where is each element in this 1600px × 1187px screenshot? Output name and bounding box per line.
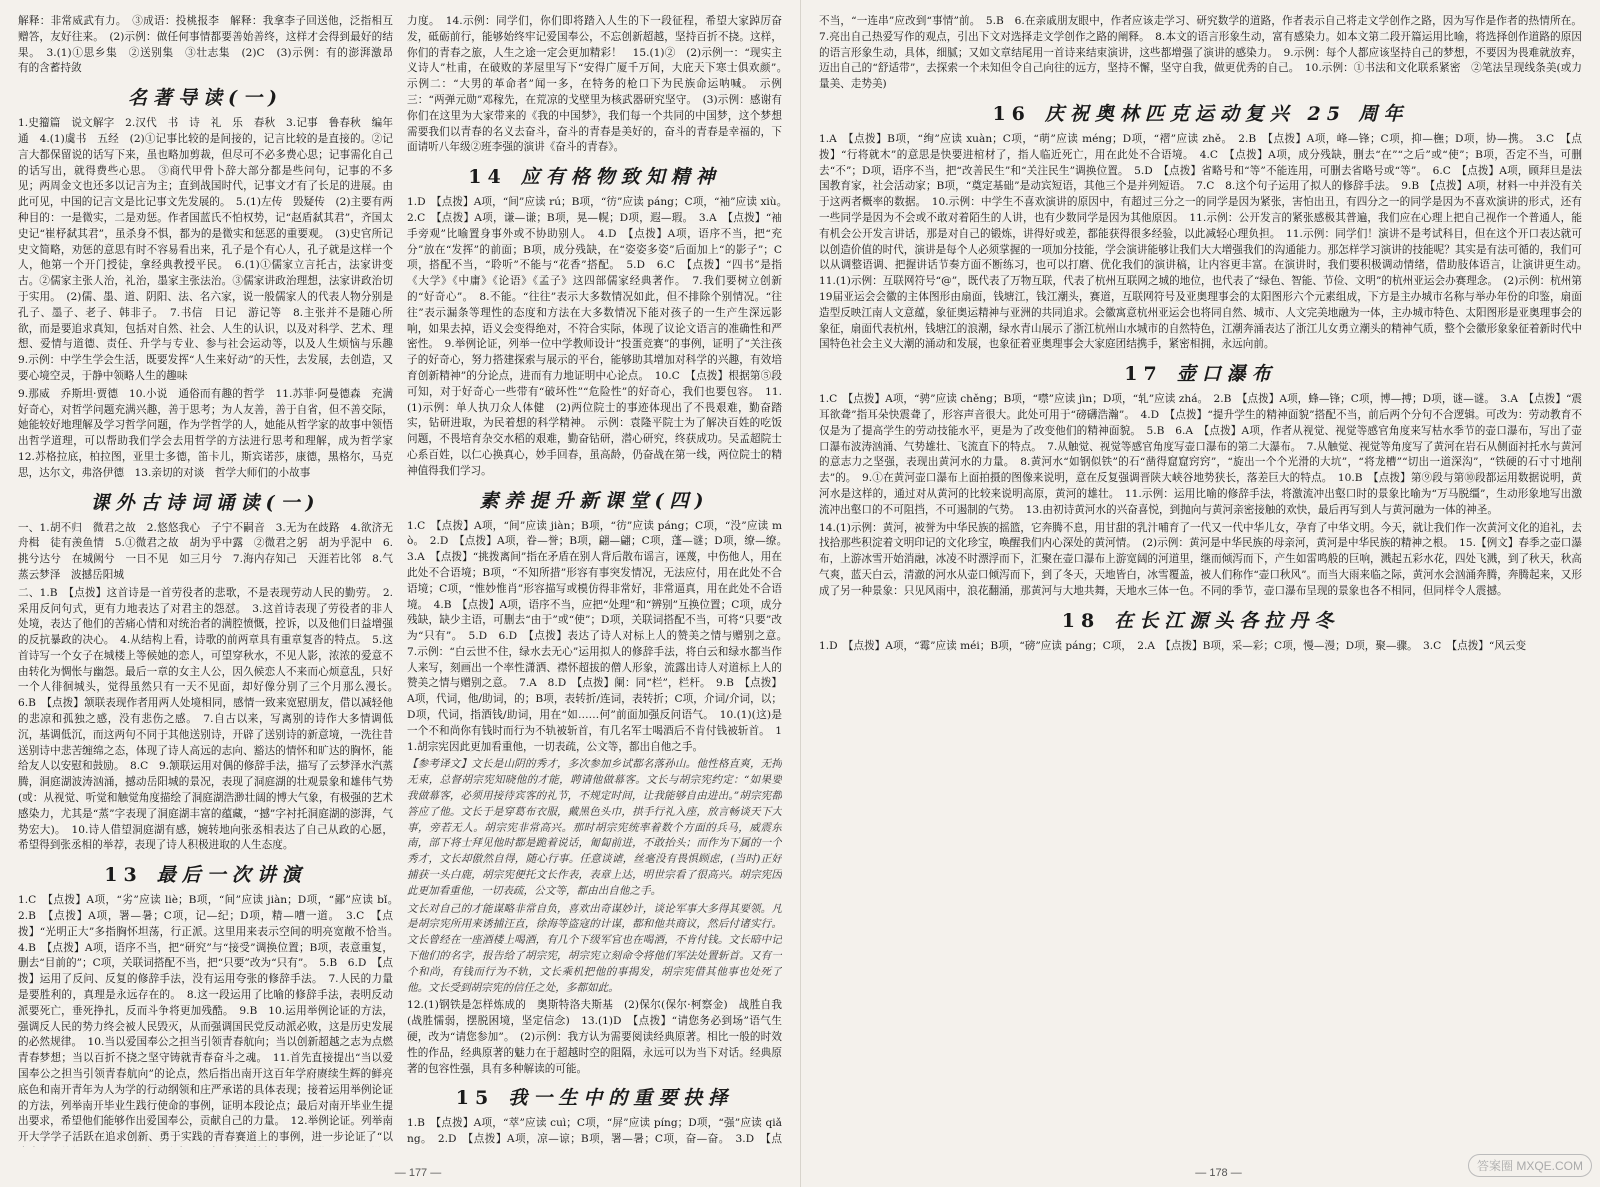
section-heading: [407, 1083, 782, 1110]
section-heading: [819, 606, 1582, 633]
answer-paragraph: 1.B 【点拨】A项，“萃”应读 cuì；C项，“屏”应读 píng；D项，“强”应读 qiǎng。 2.D 【点拨】A项，凉—谅；B项，署—暑；C项，奋—奋。 3.D 【点: [407, 1117, 782, 1146]
section-heading: [819, 359, 1582, 386]
section-title: 最后一次讲演: [156, 864, 307, 887]
answer-paragraph: 1.C 【点拨】A项，“劣”应读 liè；B项，“间”应读 jiàn；D项，“鄙”应读 bǐ。 2.B 【点拨】A项，署—暑；C项，记—纪；D项，精—嘈一道。 3.C 【点拨】“光明正大”多指胸怀坦荡，行正派。这里用来表示空间的明亮宽敞不恰当。 4.B 【点拨】A项，语序不当，把“研究”与“接受”调换位置；B项，表意重复，删去“目前的”；C项，关联词搭配不当，把“只要”改为“只有”。 5.B 6.D 【点拨】运用了反问、反复的修辞手法，没有运用夸张的修辞手法。 7.人民的力量是要胜利的，真理是永远存在的。 8.这一段运用了比喻的修辞手法，表明反动派要死亡，垂死挣扎，反而斗争将更加残酷。 9.B 10.运用举例论证的方法，强调反人民的势力终会被人民毁灭，从而强调国民党反动派必败，这是历史发展的必然规律。 10.当以爱国奉公之担当引领青春航向；当以创新超越之志为点燃青春梦想；当以百折不挠之坚守铸就青春奋斗之魂。 11.首先直接提出“当以爱国奉公之担当引领青春航向”的论点，然后指出南开这百年学府赓续生辉的鲜亮底色和南开青年为人为学的行动纲领和庄严承诺的具体表现；接着运用举例论证的方法，列举南开毕业生践行使命的事例，证明本段论点；最后对南开毕业生提出要求，希望他们能够作出爱国奉公，贡献自己的力量。 12.举例论证。列举南开大学学子活跃在追求创新、勇于实践的青春赛道上的事例，进一步论证了“以: [18, 894, 393, 1144]
answer-paragraph: 1.D 【点拨】A项，“间”应读 rú；B项，“彷”应读 páng；C项，“袖”应读 xiù。 2.C 【点拨】A项，谦—谦；B项，晃—幌；D项，遐—瑕。 3.A 【点拨】“袖手旁观”比喻置身事外或不协助别人。 4.D 【点拨】A项，语序不当，把“充分”放在“发挥”的前面；B项，成分残缺，在“姿姿多姿”后面加上“的影子”；C项，搭配不当，“聆听”不能与“花香”搭配。 5.D 6.C 【点拨】“四书”是指《大学》《中庸》《论语》《孟子》这四部儒家经典著作。 7.我们要树立创新的“好奇心”。 8.不能。“往往”表示大多数情况如此，但不排除个别情况。“往往”表示漏条等理性的态度和方法在大多数情况下能对孩子的一生产生深远影响，如果去掉，语义会变得绝对，不符合实际，体现了议论文语言的准确性和严密性。 9.举例论证，列举一位中学教师设计“投蛋竞赛”的事例，证明了“关注孩子的好奇心，努力搭建探索与展示的平台，能够助其增加对科学的兴趣，有效培育创新精神”的分论点，进而有力地证明中心论点。 10.C 【点拨】根据第⑤段可知，对于好奇心一些带有“破坏性”“危险性”的好奇心，我们也要包容。 11.(1)示例：单人执刀众人体健 (2)两位院士的事迹体现出了不畏艰难，勤奋踏实，钻研进取，为民着想的科学精神。 示例：袁隆平院士为了解决百姓的吃饭问题，不畏培育杂交水稻的艰难，勤奋钻研，潜心研究，终获成功。吴孟超院士心系百姓，以仁心换真心，妙手回春，虽高龄，仍奋战在第一线，两位院士的精神值得我们学习。: [407, 196, 782, 477]
answer-paragraph: 9.那威 乔斯坦·贾德 10.小说 通俗而有趣的哲学 11.苏菲·阿曼德森 充满好奇心，对哲学问题充满兴趣，善于思考；为人友善，善于自省，但不善交际，她能较好地理解及学习哲学问题，作为学哲学的人，她能从哲学家的故事中领悟出哲学道理，可以帮助我们学会去用哲学的方法进行思考和理解，成为哲学家 12.苏格拉底，柏拉图，亚里士多德，笛卡儿，斯宾诺莎，康德，黑格尔，马克思，达尔文，弗洛伊德 13.亲切的对谈 哲学大师们的小故事: [18, 387, 393, 479]
answer-paragraph: 力度。 14.示例：同学们，你们即将踏入人生的下一段征程，希望大家踔厉奋发，砥砺前行，能够始终牢记爱国奉公，不忘创新超越，坚持百折不挠。这样，你们的青春之旅，人生之途一定会更加精彩！ 15.(1)② (2)示例一：“现实主义诗人”杜甫，在破败的茅屋里写下“安得广厦千万间，大庇天下寒士俱欢颜”。 示例二：“大男的革命者”闻一多，在特务的枪口下为民族命运呐喊。 示例三：“两弹元勋”邓稼先，在荒凉的戈壁里为核武器研究坚守。 (3)示例：感谢有你们在这里为大家带来的《我的中国梦》，我们每一个共同的中国梦，这个梦想需要我们以青春的名义去奋斗，奋斗的青春是美好的，奋斗的青春是幸福的，下面请听八年级②班李强的演讲《奋斗的青春》。: [407, 15, 782, 154]
answer-paragraph: 1.史籀篇 说文解字 2.汉代 书 诗 礼 乐 春秋 3.记事 鲁春秋 编年通 4.(1)虞书 五经 (2)①记事比较的是间接的，记言比较的是直接的。②记言大都保留说的话写下来，虽也略加剪裁，但尽可不必多费心思；记事需化自己的话写出，就得费些心思。 ③商代甲骨卜辞大部分都是些问句，记事的不多见；两周金文也还多以记言为主；直到战国时代，记事文才有了长足的进展。由此可见，中国的记言文是比记事文先发展的。 5.(1)左传 毁疑传 (2)主要有两种目的：一是微实，二是劝惩。作者国蓝氏不怕权势，记“赵盾弑其君”，齐国太史记“崔杼弑其君”，虽杀身不惧，都为的是微实和惩恶的重要观。 (3)史官所记史文简略，劝惩的意思有时不容易看出来，孔子是个有心人，孔子就是这样一个人，他第一个开门授徒，拿经典教授平民。 6.(1)①儒家立言托古，法家讲变古。②儒家主张人治，礼治，墨家主张法治。③儒家讲政治理想，法家讲政治切于实用。 (2)儒、墨、道、阴阳、法、名六家，说一般儒家人的代表人物分别是孔子、墨子、老子、韩非子。 7.书信 日记 游记等 8.主张并不是随心所欲，而是要追求真知，包括对自然、社会、人生的认识，以及对科学、艺术、理想、爱情与道德、责任、升学与专业、参与社会运动等，以及人生烦恼与乐趣 9.示例：中学生学会生活，既要发挥“人生来好动”的天性，去发展，去创造，又要心境空灵，于静中领略人生的趣味: [18, 117, 393, 382]
section-heading: [18, 488, 393, 515]
answer-paragraph: 12.(1)钢铁是怎样炼成的 奥斯特洛夫斯基 (2)保尔(保尔·柯察金) 战胜自我(战胜懦弱，摆脱困境，坚定信念) 13.(1)D 【点拨】“请您务必到场”语气生硬，改为“请您参加”。 (2)示例：我方认为需要阅读经典原著。相比一般的时效性的作品，经典原著的魅力在于超越时空的阻隔，永远可以为当下对话。经典原著的包容性强，具有多种解读的可能。: [407, 999, 782, 1075]
section-title: 素养提升新课堂(四): [479, 489, 710, 512]
answer-paragraph: 1.D 【点拨】A项，“霉”应读 méi；B项，“磅”应读 páng；C项， 2.A 【点拨】B项，采—彩；C项，慢—漫；D项，聚—骤。 3.C 【点拨】“风云变: [819, 639, 1527, 652]
section-title: 应有格物致知精神: [520, 166, 721, 189]
reference-translation: 文长对自己的才能谋略非常自负，喜欢出奇谋妙计，谈论军事大多得其要领。凡是胡宗宪所用来诱捕汪直，徐海等盗寇的计谋，都和他共商议，然后付诸实行。文长曾经在一座酒楼上喝酒，有几个下级军官也在喝酒，不肯付钱。文长暗中记下他们的名字，报告给了胡宗宪，胡宗宪立刻命令将他们军法处置斩首。又有一个和尚，有钱而行为不轨，文长乘机把他的事揭发，胡宗宪借其他事也处死了他。文长受到胡宗宪的信任之处，多都如此。: [407, 902, 782, 994]
section-heading: [18, 83, 393, 110]
section-number: 14: [468, 166, 507, 189]
section-title: 在长江源头各拉丹冬: [1114, 609, 1340, 632]
reference-translation: 【参考译文】文长是山阴的秀才，多次参加乡试都名落孙山。他性格直爽，无拘无束，总督胡宗宪知晓他的才能，聘请他做幕客。文长与胡宗宪约定：“如果要我做幕客，必须用接待宾客的礼节，不规定时间，让我能够自由进出。”胡宗宪都答应了他。文长于是穿葛布衣服，戴黑色头巾，拱手行礼入座，放言畅谈天下大事，旁若无人。胡宗宪非常高兴。那时胡宗宪统率着数个方面的兵马，威震东南，部下将士拜见他时都是跪着说话，匍匐前进，不敢抬头；而作为下属的一个秀才，文长却傲然自得，随心行事。任意谈谑，丝毫没有畏惧顾虑，(当时)正好捕获一头白鹿，胡宗宪便托文长作表，表章上达，明世宗看了很高兴。胡宗宪因此更加看重他，一切表疏，公文等，都由出自他之手。: [407, 758, 782, 897]
left-page-column-1: [18, 14, 393, 1147]
section-number: 15: [455, 1087, 495, 1110]
section-heading: [407, 162, 782, 189]
section-heading: [407, 486, 782, 513]
page-number-left: — 177 —: [394, 1167, 442, 1179]
answer-paragraph: 14.(1)示例：黄河，被誉为中华民族的摇篮，它奔腾不息，用甘甜的乳汁哺育了一代又一代中华儿女，孕育了中华文明。今天，就让我们作一次黄河文化的追礼，去找拾那些积淀着文明印记的文化珍宝，唤醒我们内心深处的黄河情。 (2)示例：黄河是中华民族的母亲河，黄河是中华民族的精神之根。 15.【例文】春季之壶口瀑布，上游冰雪开始消融，冰凌不时漂浮而下，汇聚在壶口瀑布上游宽阔的河道里，继而倾泻而下，产生如雷鸣般的巨响，溅起五彩水花，四处飞溅，到了秋天，秋高气爽，蓝天白云，清澈的河水从壶口倾泻而下，到了冬天，天地皆白，冰雪覆盖，被人们称作“壶口秋风”。而当大雨来临之际，黄河水会汹涌奔腾，奔腾起来，又形成了另一种景象：只见风雨中，浪花翻涌，那黄河与大地共舞，天地水三体一色。不同的季节，壶口瀑布呈现的景象也各不相同，但同样令人震撼。: [819, 521, 1582, 597]
section-title: 壶口瀑布: [1176, 363, 1277, 386]
section-heading: [819, 99, 1582, 126]
answer-paragraph: 一、1.胡不归 微君之故 2.悠悠我心 子宁不嗣音 3.无为在歧路 4.欲济无舟楫 徒有羡鱼情 5.①微君之故 胡为乎中露 ②微君之躬 胡为乎泥中 6.挑兮达兮 在城阙兮 一日不见 如三月兮 7.海内存知己 天涯若比邻 8.气蒸云梦泽 波撼岳阳城: [18, 521, 393, 581]
section-title: 名著导读(一): [128, 87, 283, 110]
section-heading: [18, 860, 393, 887]
section-title: 庆祝奥林匹克运动复兴 25 周年: [1044, 102, 1409, 125]
section-number: 13: [104, 864, 143, 887]
answer-paragraph: 1.C 【点拨】A项，“间”应读 jiàn；B项，“彷”应读 páng；C项，“没”应读 mò。 2.D 【点拨】A项，眷—誉；B项，翩—翩；C项，蓬—谜；D项，缭—缭。 3.A 【点拨】“挑拨离间”指在矛盾在别人背后散布谣言，诬蔑，中伤他人，用在此处不合语境；B项，“不知所措”形容有事突发情况，无法应付，用在此处不合语境；C项，“惟妙惟肖”形容描写或模仿得非常好，非常逼真，用在此处不合语境。 4.B 【点拨】A项，语序不当，应把“处理”和“辨别”互换位置；C项，成分残缺，缺少主语，可删去“由于”或“使”；D项，关联词搭配不当，可将“只要”改为“只有”。 5.D 6.D 【点拨】表达了诗人对标上人的赞美之情与赠别之意。 7.示例：“白云世不住，绿水去无心”运用拟人的修辞手法，将白云和绿水都当作人来写，刻画出一个率性潇洒、襟怀超拔的僧人形象，流露出诗人对道标上人的赞美之情与赠别之意。 7.A 8.D 【点拨】阑：同“栏”，栏杆。 9.B 【点拨】A项，代词，他/助词，的；B项，表转折/连词，表转折；C项，介词/介词，以；D项，代词，指酒钱/助词，用在“如……何”前面加强反问语气。 10.(1)(这)是一个不和尚你有钱时而行为不轨被斩首，有几名军士喝酒后不肯付钱被斩首。 11.胡宗宪因此更加看重他，一切表疏，公文等，都出自他之手。: [407, 519, 782, 753]
page-number-right: — 178 —: [1195, 1167, 1242, 1179]
right-page: [800, 0, 1600, 1187]
watermark-logo: 答案圈 MXQE.COM: [1468, 1154, 1592, 1177]
answer-paragraph: 解释：非常威武有力。 ③成语：投桃报李 解释：我拿李子回送他，泛指相互赠答，友好往来。 (2)示例：做任何事情都要善始善终，这样才会得到最好的结果。 3.(1)①思乡集 ②送别集 ③壮志集 (2)C (3)示例：有的澎湃激昂 有的含蓄持敛: [18, 15, 393, 75]
section-number: 18: [1061, 609, 1101, 632]
section-number: 17: [1124, 363, 1163, 386]
answer-paragraph: 1.C 【点拨】A项，“骋”应读 chěng；B项，“噤”应读 jìn；D项，“轧”应读 zhá。 2.B 【点拨】A项，蜂—锋；C项，博—搏；D项，谜—谜。 3.A 【点拨】“震耳欲聋”指耳朵快震聋了，形容声音很大。此处可用于“磅礴浩瀚”。 4.D 【点拨】“提升学生的精神面貌”搭配不当，前后两个分句不合逻辑。可改为：劳动教育不仅是为了提高学生的劳动技能水平，更是为了改变他们的精神面貌。 5.B 6.A 【点拨】A项，作者从视觉、视觉等感官角度来写枯水季节的壶口瀑布，写出了壶口瀑布波涛汹涌、气势雄壮、飞流直下的特点。 7.从触觉、视觉等感官角度写壶口瀑布的第二大瀑布。 7.从触觉、视觉等角度写了黄河在岩石从侧面衬托水与黄河的意志力之坚强，表现出黄河水的力量。 8.黄河水“如钢似铁”的石“凿得窟窟窍窍”，“旋出一个个光滑的大坑”，“将龙槽”“切出一道深沟”，“铁硬的石寸寸地削去”的。 9.①在黄河壶口瀑布上面拍摄的图像来说明，意在反复强调晋陕大峡谷地势狭长，落差巨大的特点。 10.B 【点拨】第⑨段与第⑩段都运用数据说明，黄河水是这样的，通过对从黄河的比较来说明高原，黄河的雄壮。 11.示例：运用比喻的修辞手法，将激流冲出壑口时的景象比喻为“万马脱缰”，生动形象地写出激流冲出壑口的不可阻挡，不可遏制的气势。 13.由初诗黄河水的兴奋喜悦，到抛向与黄河亲密接触的欢快，最后再写到人与黄河融为一体的神圣。: [819, 393, 1582, 516]
section-title: 我一生中的重要抉择: [508, 1087, 734, 1110]
section-title: 课外古诗词诵读(一): [90, 491, 321, 514]
answer-paragraph: 二、1.B 【点拨】这首诗是一首劳役者的悲歌，不是表现劳动人民的勤劳。 2.采用反问句式，更有力地表达了对君主的怨怼。 3.这首诗表现了劳役者的非人处境，表达了他们的苦痛心情和对统治者的满腔愤慨，控诉，以及他们日益增强的反抗暴政的决心。 4.从结构上看，诗歌的前两章具有重章复沓的特点。 5.这首诗写一个女子在城楼上等候她的恋人，可望穿秋水，不见人影，浓浓的爱意不由转化为惆怅与幽怨。最后一章的女主人公，因久候恋人不来而心烦意乱，只好一个人徘徊城头，觉得虽然只有一天不见面，却好像分别了三个月那么漫长。 6.B 【点拨】颔联表现作者用两人处境相同，感情一致来宽慰朋友，借以减轻他的悲凉和孤独之感，没有悲伤之感。 7.自古以来，写离别的诗作大多情调低沉，基调低沉，而这两句不同于其他送别诗，开辟了送别诗的新意境，一洗往昔送别诗中悲苦缠绵之态，体现了诗人高远的志向、豁达的情怀和旷达的胸怀，能给友人以安慰和鼓励。 8.C 9.颔联运用对偶的修辞手法，描写了云梦泽水汽蒸腾，洞庭湖波涛汹涌，撼动岳阳城的景况，表现了洞庭湖的壮观景象和雄伟气势(或：从视觉、听觉和触觉角度描绘了洞庭湖浩渺壮阔的博大气象，有极强的艺术感染力，尤其是“蒸”字表现了洞庭湖丰富的蕴藏，“撼”字衬托洞庭湖的澎湃，气势宏大)。 10.诗人借望洞庭湖有感，婉转地向张丞相表达了自己从政的心愿，希望得到张丞相的举荐，表现了诗人积极进取的人生态度。: [18, 586, 393, 852]
left-page-column-2: [407, 14, 782, 1147]
answer-paragraph: 不当，“一连串”应改到“事情”前。 5.B 6.在亲戚朋友眼中，作者应该走学习、研究数学的道路，作者表示自己将走文学创作之路，因为写作是作者的热情所在。7.亮出自己热爱写作的观点，引出下文对选择走文学创作之路的阐释。 8.本文的语言形象生动，富有感染力。如本文第二段开篇运用比喻，将选择创作道路的原因的语言形象生动，具体，细腻；又如文章结尾用一首诗来结束演讲，这些都增强了演讲的感染力。 9.示例：每个人都应该坚持自己的梦想，不要因为畏难就放弃，迈出自己的“舒适带”，去探索一个未知但令自己向往的远方，坚持不懈，坚守自我，做更优秀的自己。 10.示例：①书法和文化联系紧密 ②笔法呈现线条美(或力量美、走势美): [819, 15, 1582, 91]
right-page-column-1: [819, 14, 1582, 1147]
section-number: 16: [992, 102, 1031, 125]
answer-paragraph: 1.A 【点拨】B项，“绚”应读 xuàn；C项，“萌”应读 méng；D项，“褶”应读 zhě。 2.B 【点拨】A项，峰—锋；C项，抑—橅；D项，协—携。 3.C 【点拨】“行将就木”的意思是快要进棺材了，指人临近死亡，用在此处不合语境。 4.C 【点拨】A项，成分残缺，删去“在”“之后”或“使”；B项，否定不当，可删去“不”；D项，语序不当，把“改善民生”和“关注民生”调换位置。 5.D 【点拨】省略号和“等”不能连用，可删去省略号或“等”。 6.C 【点拨】A项，顾拜旦是法国教育家，社会活动家；B项，“奠定基础”是动宾短语，其他三个是并列短语。 7.C 8.这个句子运用了拟人的修辞手法。 9.B 【点拨】A项，材料一中并没有关于这两者概率的数据。 10.示例：中学生不喜欢演讲的原因中，有超过三分之一的同学是因为紧张，害怕出丑，有四分之一的同学是因为不喜欢演讲的形式，还有一些同学是因为不会或不敢对着陌生的人讲，也有少数同学是因为其他原因。 11.示例：公开发言的紧张感极其普遍，我们应在心理上把自己视作一个普通人，能有机会公开发言讲话，那是对自己的锻炼，讲得好或差，都能获得很多经验，以此减轻心理负担。 11.示例：同学们！演讲不是考试科目，但在这个开口表达就可以创造价值的时代，演讲是每个人必须掌握的一项加分技能，学会演讲能够让我们大大增强我们的沟通能力。那怎样学习演讲的技能呢？其实是有法可循的，我们可以从调整语调、把握讲话节奏方面不断练习，也可以打磨、优化我们的演讲稿，让内容更丰富。在演讲时，我们要积极调动情绪，借助肢体语言，让演讲更生动。 11.(1)示例：互联网符号“@”，既代表了万物互联，代表了杭州互联网之城的地位，也代表了“绿色、智能、节俭、文明”的杭州亚运会办赛理念。 (2)示例：杭州第19届亚运会会徽的主体图形由扇面，钱塘江，钱江潮头，赛道，互联网符号及亚奥理事会的太阳图形六个元素组成，下方是主办城市名称与举办年份的印鉴，扇面造型反映江南人文意蕴，象征奥运精神与亚洲的共同追求。会徽寓意杭州亚运会也将同自然、城市、人文完美地融为一体，主办城市特色、太阳图形是亚奥理事会的象征，扇面代表杭州，钱塘江的浪潮，绿水青山展示了浙江杭州山水城市的自然特色，江潮奔涌表达了浙江儿女勇立潮头的精神气质，整个会徽形象象征着新时代中国特色社会主义大潮的涌动和发展，也象征着亚奥理事会大家庭团结携手，紧密相拥，永远向前。: [819, 132, 1582, 351]
